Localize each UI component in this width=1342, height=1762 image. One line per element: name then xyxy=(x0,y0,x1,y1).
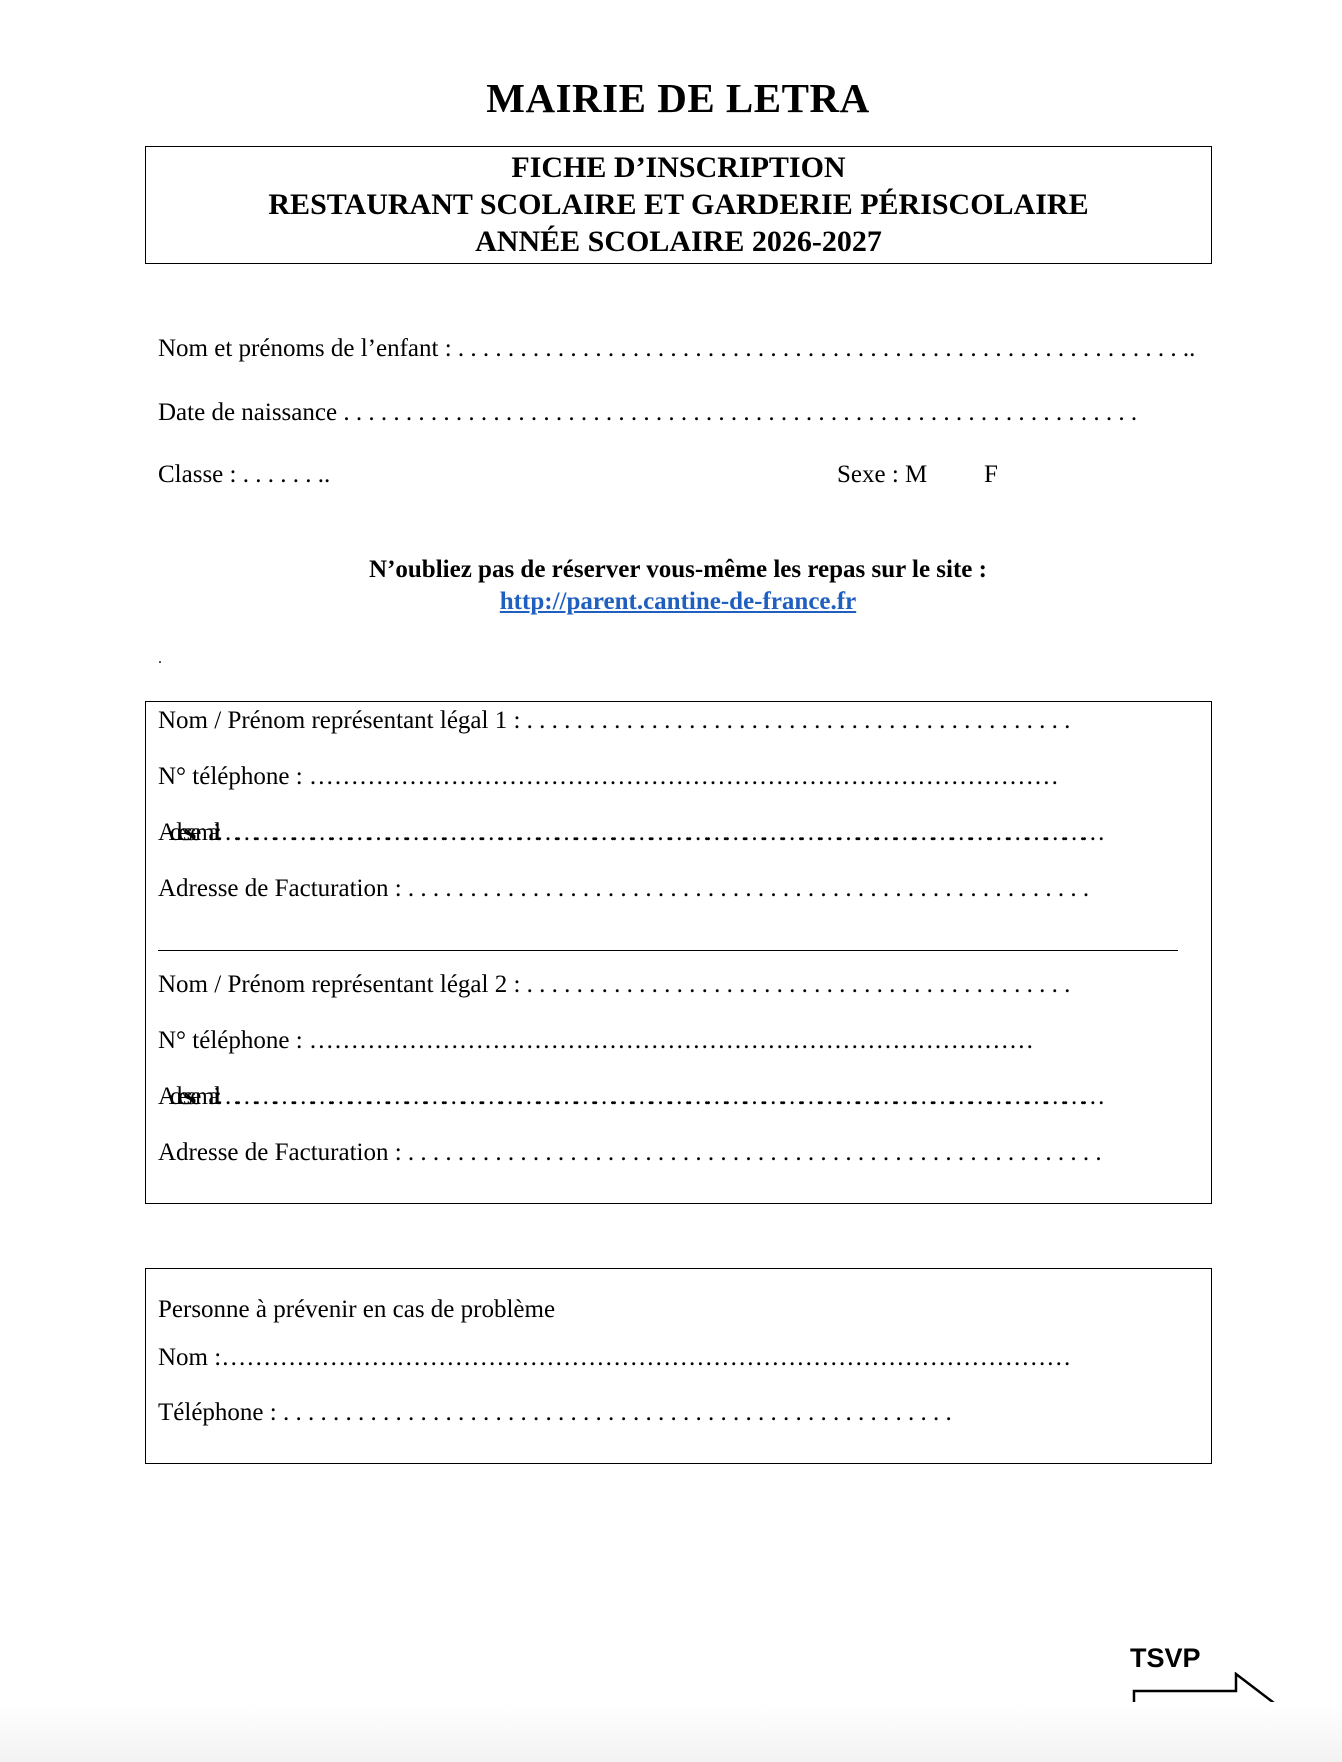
legal1-billing-field[interactable]: Adresse de Facturation : . . . . . . . . . . . . . . . . . . . . . . . . . . . . . . . . . . . . . . . . . . . . . . . . . . . . . . . xyxy=(158,875,1090,902)
child-name-field[interactable]: Nom et prénoms de l’enfant : . . . . . . . . . . . . . . . . . . . . . . . . . . . . . . . . . . . . . . . . . . . . . . . . . . . . . . . . . . .. xyxy=(158,335,1196,362)
stray-dot: . xyxy=(158,650,162,667)
emergency-phone-field[interactable]: Téléphone : . . . . . . . . . . . . . . . . . . . . . . . . . . . . . . . . . . . . . . . . . . . . . . . . . . . . . . xyxy=(158,1399,952,1426)
emergency-name-field[interactable]: Nom :………………………………………………………………………………………… xyxy=(158,1344,1072,1371)
mairie-title: MAIRIE DE LETRA xyxy=(486,75,870,121)
legal2-name-field[interactable]: Nom / Prénom représentant légal 2 : . . . . . . . . . . . . . . . . . . . . . . . . . . . . . . . . . . . . . . . . . . . . xyxy=(158,971,1071,998)
reservation-notice: N’oubliez pas de réserver vous-même les repas sur le site : xyxy=(369,556,987,583)
sex-option-f[interactable]: F xyxy=(984,461,998,488)
reservation-link[interactable]: http://parent.cantine-de-france.fr xyxy=(499,588,857,615)
class-field[interactable]: Classe : . . . . . . .. xyxy=(158,461,331,488)
emergency-contact-heading: Personne à prévenir en cas de problème xyxy=(158,1296,556,1323)
page-bottom-shade xyxy=(0,1702,1342,1762)
school-year: ANNÉE SCOLAIRE 2026-2027 xyxy=(475,225,882,258)
legal2-mail-field[interactable] xyxy=(158,1082,1099,1112)
form-title: FICHE D’INSCRIPTION xyxy=(511,151,846,184)
birth-date-field[interactable]: Date de naissance . . . . . . . . . . . . . . . . . . . . . . . . . . . . . . . . . . . . . . . . . . . . . . . . . . . . . . . . . . . . . . . . xyxy=(158,399,1138,426)
sex-label: Sexe : M xyxy=(837,461,928,488)
title-box xyxy=(145,146,1212,264)
legal2-phone-field[interactable]: N° téléphone : …………………………………………………………………………… xyxy=(158,1027,1034,1054)
tsvp-label: TSVP xyxy=(1130,1643,1201,1673)
form-subtitle: RESTAURANT SCOLAIRE ET GARDERIE PÉRISCOLAIRE xyxy=(268,188,1089,221)
legal2-mail-text: Adresse mail :…………………………………………………………………………………………………………………………… xyxy=(158,1083,1100,1110)
legal1-mail-text: Adresse mail :…………………………………………………………………………………………………………………………… xyxy=(158,819,1100,846)
legal1-phone-field[interactable]: N° téléphone : ……………………………………………………………………………… xyxy=(158,763,1059,790)
legal1-mail-field[interactable] xyxy=(158,818,1099,848)
legal1-name-field[interactable]: Nom / Prénom représentant légal 1 : . . . . . . . . . . . . . . . . . . . . . . . . . . . . . . . . . . . . . . . . . . . . xyxy=(158,707,1071,734)
legal2-billing-field[interactable]: Adresse de Facturation : . . . . . . . . . . . . . . . . . . . . . . . . . . . . . . . . . . . . . . . . . . . . . . . . . . . . . . . . xyxy=(158,1139,1102,1166)
representative-separator xyxy=(158,950,1178,951)
